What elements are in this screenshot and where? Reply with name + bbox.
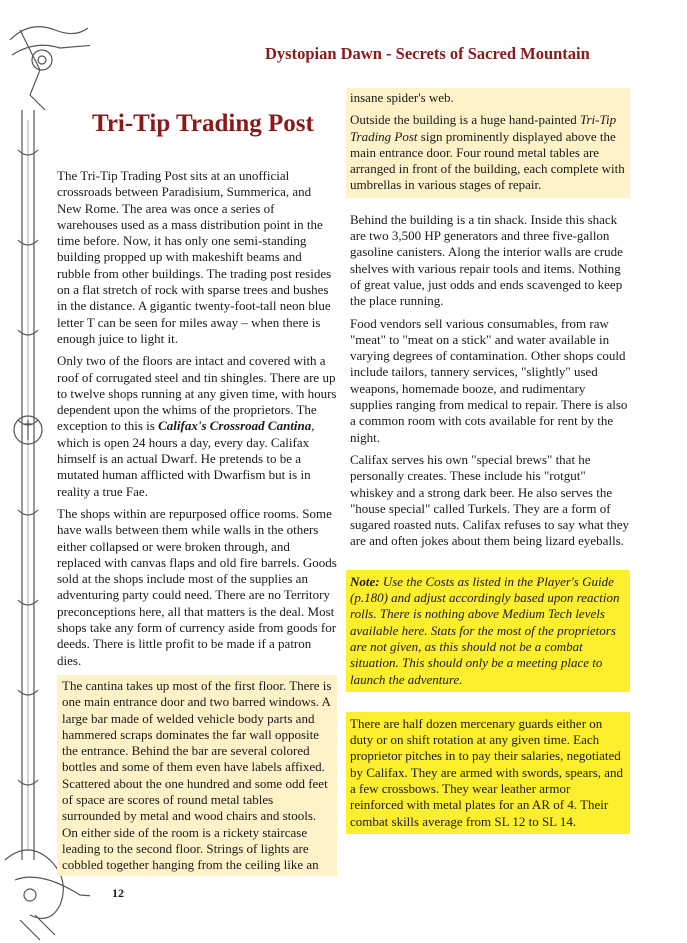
highlight-box-tan: [346, 88, 630, 198]
paragraph-intro: The Tri-Tip Trading Post sits at an unofficial crossroads between Paradisium, Summerica, and New Rome. The area was once a series of warehouses used as a mass distribution point in the time before. Now, it has only one semi-standing building propped up with makeshift beams and rubble from other buildings. The trading post resides on a flat stretch of rock with sparse trees and bushes in the distance. A gigantic twenty-foot-tall neon blue letter T can be seen for miles away – when there is enough juice to light it.: [57, 168, 332, 346]
paragraph-continuation: insane spider's web.: [350, 90, 454, 105]
text-run: , which is open 24 hours a day, every day. Califax himself is an actual Dwarf. He pretends to be a mutated human afflicted with Dwarfism but is in reality a true Fae.: [57, 418, 315, 499]
paragraph-outside: [350, 112, 626, 193]
gm-note-box: [346, 570, 630, 692]
text-run: sign prominently displayed above the main entrance door. Four round metal tables are arranged in front of the building, each complete with umbrellas in various stages of repair.: [350, 128, 625, 193]
note-label: Note:: [350, 573, 380, 589]
sign-name: Tri-Tip Trading Post: [350, 112, 617, 144]
article-title: Tri-Tip Trading Post: [92, 110, 314, 137]
page-number: 12: [112, 886, 124, 900]
left-column: [57, 168, 337, 882]
paragraph-cantina: The cantina takes up most of the first floor. There is one main entrance door and two barred windows. A large bar made of welded vehicle body parts and hammered scraps dominates the far wall opposite the entrance. Behind the bar are several colored bottles and some of them even have labels affixed. Scattered about the one hundred and some odd feet of space are scores of round metal tables surrounded by metal and wood chairs and stools. On either side of the room is a rickety staircase leading to the second floor. Strings of lights are cobbled together hanging from the ceiling like an: [57, 675, 337, 877]
text-run: Only two of the floors are intact and covered with a roof of corrugated steel and tin shingles. There are up to twelve shops running at any given time, with hours dependent upon the whims of the proprietors. The exception to this is: [57, 353, 337, 434]
paragraph-brews: Califax serves his own "special brews" that he personally creates. These include his "rotgut" whiskey and a strong dark beer. He also serves the "house special" called Turkels. They are a form of sugared roasted nuts. Califax refuses to say what they are and often jokes about them being lizard eyeballs.: [350, 451, 630, 549]
paragraph-shack: Behind the building is a tin shack. Inside this shack are two 3,500 HP generators and three five-gallon gasoline canisters. Along the interior walls are crude shelves with various repair tools and items. Nothing of great value, just odds and ends scavenged to keep the place running.: [350, 211, 623, 309]
right-column: [346, 88, 630, 834]
running-header: Dystopian Dawn - Secrets of Sacred Mountain: [265, 44, 590, 63]
note-text: Use the Costs as listed in the Player's Guide (p.180) and adjust accordingly based upon reaction rolls. There is nothing above Medium Tech levels available here. Stats for the most of the proprietors are not given, as this should not be a combat situation. This should only be a meeting place to launch the adventure.: [350, 573, 620, 687]
paragraph-shops: The shops within are repurposed office rooms. Some have walls between them while walls in the others either collapsed or were broken through, and replaced with canvas flaps and old fire barrels. Goods sold at the shops include most of the supplies an adventuring party could need. There are no Territory preconceptions here, all that matters is the deal. Most shops take any form of currency aside from goods for deeds. There is little profit to be made if a patron dies.: [57, 505, 337, 668]
guards-box: There are half dozen mercenary guards either on duty or on shift rotation at any given time. Each proprietor pitches in to pay their salaries, negotiated by Califax. They are armed with swords, spears, and a few crossbows. They wear leather armor reinforced with metal plates for an AR of 4. Their combat skills average from SL 12 to SL 14.: [346, 712, 630, 834]
paragraph-vendors: Food vendors sell various consumables, from raw "meat" to "meat on a stick" and water available in varying degrees of contamination. Other shops could include tailors, tannery services, "slightly" used weapons, homemade booze, and rudimentary supplies ranging from medical to repair. There is also a common room with cots available for rent by the night.: [350, 315, 628, 445]
paragraph-floors: [57, 353, 337, 500]
text-run: Outside the building is a huge hand-painted: [350, 112, 580, 128]
cantina-name: Califax's Crossroad Cantina: [158, 418, 312, 434]
